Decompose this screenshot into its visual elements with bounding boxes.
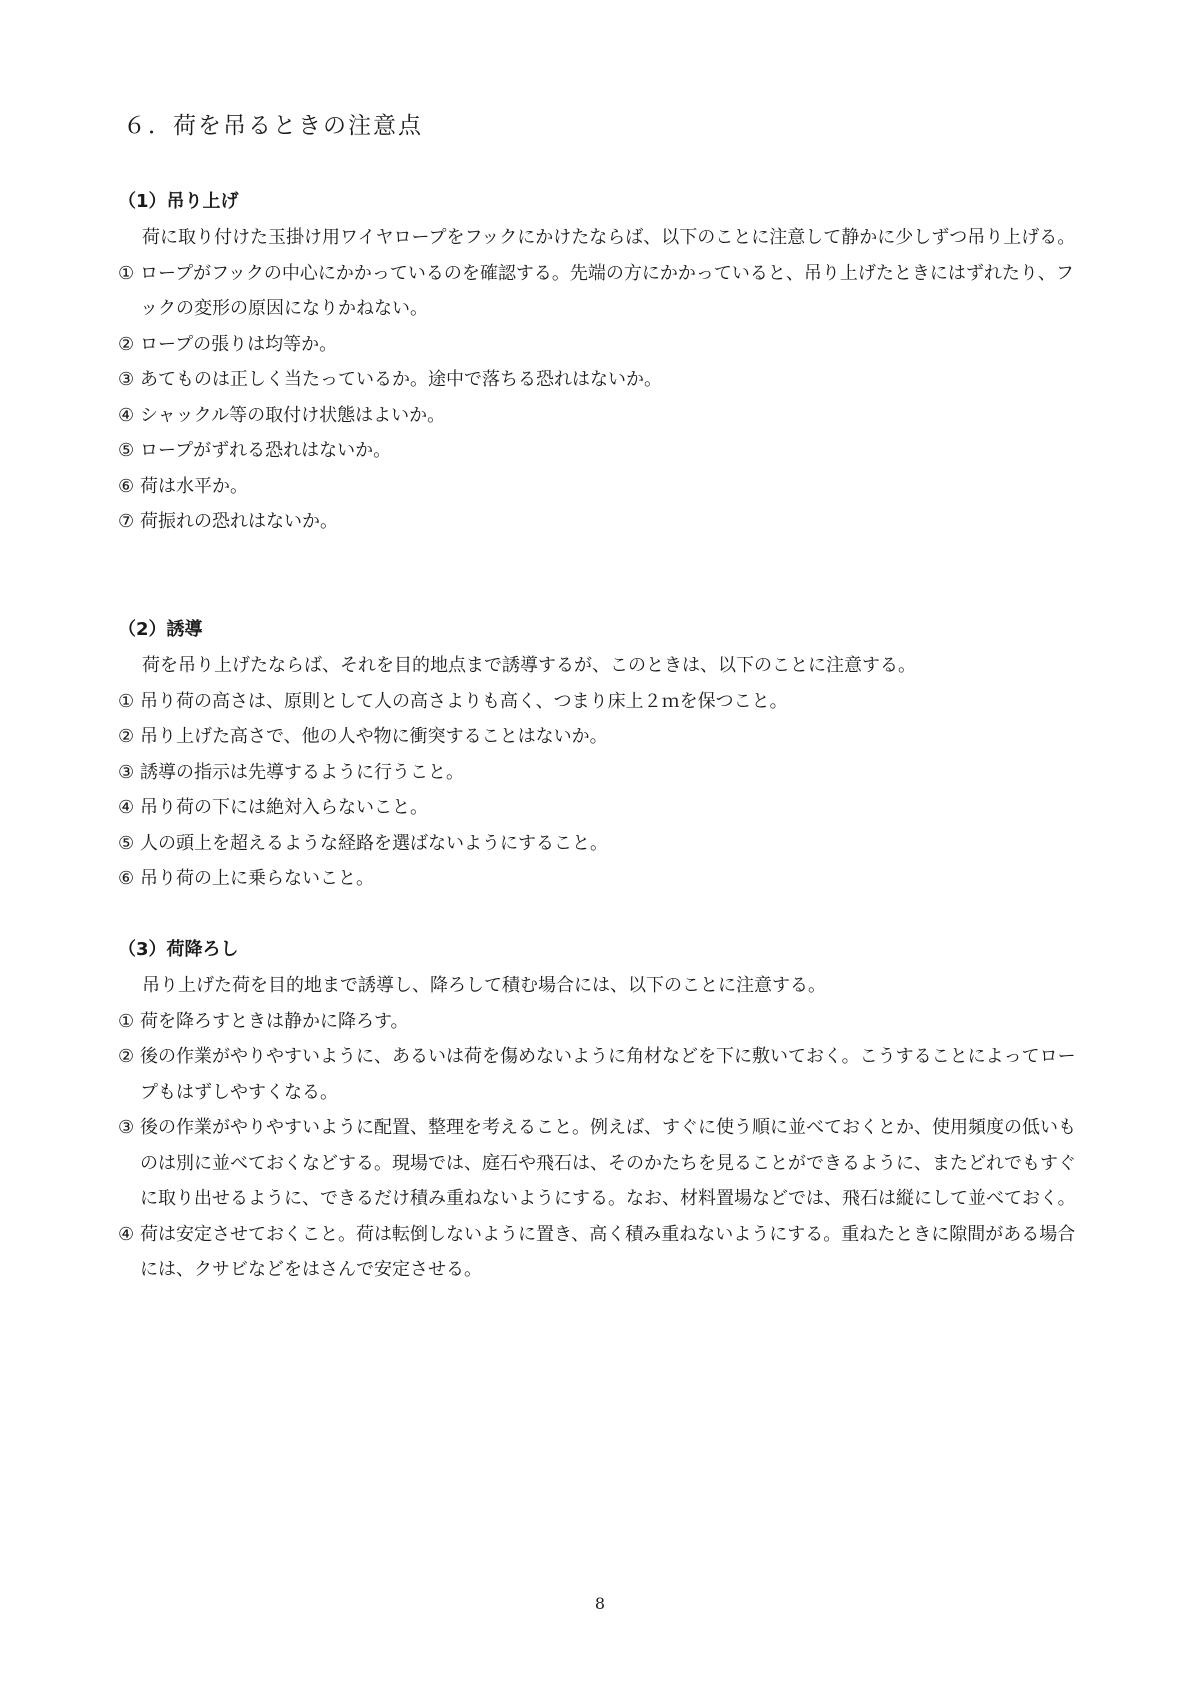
- list-item: [118, 433, 1088, 469]
- list-item: [118, 1217, 1088, 1288]
- item-number: ④: [118, 404, 135, 426]
- item-text: 吊り上げた高さで、他の人や物に衝突することはないか。: [140, 726, 608, 747]
- page-number: 8: [594, 1594, 606, 1613]
- list-item: [118, 719, 1088, 755]
- item-text: 後の作業がやりやすいように、あるいは荷を傷めないように角材などを下に敷いておく。こうすることによってロープもはずしやすくなる。: [140, 1046, 1076, 1103]
- item-text: ロープがフックの中心にかかっているのを確認する。先端の方にかかっていると、吊り上げたときにはずれたり、フックの変形の原因になりかねない。: [140, 262, 1074, 319]
- item-number: ④: [118, 797, 135, 818]
- item-number: ⑤: [118, 440, 135, 461]
- list-item: [118, 362, 1088, 398]
- item-number: ②: [118, 726, 135, 747]
- list-item: [118, 861, 1088, 897]
- section-heading: （2）誘導: [118, 619, 203, 640]
- checklist: [118, 256, 1088, 540]
- section-guiding: [118, 612, 1088, 897]
- item-text: 後の作業がやりやすいように配置、整理を考えること。例えば、すぐに使う順に並べておくとか、使用頻度の低いものは別に並べておくなどする。現場では、庭石や飛石は、そのかたちを見ることができるように、またどれでもすぐに取り出せるように、できるだけ積み重ねないようにする。なお、材料置場などでは、飛石は縦にして並べておく。: [140, 1117, 1076, 1209]
- list-item: [118, 826, 1088, 862]
- section-intro: 吊り上げた荷を目的地まで誘導し、降ろして積む場合には、以下のことに注意する。: [142, 975, 826, 996]
- item-number: ⑤: [118, 832, 135, 854]
- item-number: ④: [118, 1223, 135, 1245]
- section-heading: （3）荷降ろし: [118, 939, 239, 960]
- item-number: ⑥: [118, 475, 135, 497]
- list-item: [118, 256, 1088, 327]
- item-text: あてものは正しく当たっているか。途中で落ちる恐れはないか。: [140, 369, 662, 390]
- section-heading: （1）吊り上げ: [118, 191, 239, 212]
- section-lifting: [118, 184, 1088, 540]
- section-unloading: [118, 932, 1088, 1288]
- item-number: ③: [118, 1117, 135, 1138]
- item-text: 吊り荷の下には絶対入らないこと。: [140, 797, 428, 818]
- list-item: [118, 1110, 1088, 1217]
- item-text: 荷は安定させておくこと。荷は転倒しないように置き、高く積み重ねないようにする。重ねたときに隙間がある場合には、クサビなどをはさんで安定させる。: [140, 1223, 1076, 1280]
- item-text: 吊り荷の高さは、原則として人の高さよりも高く、つまり床上２ｍを保つこと。: [140, 690, 788, 712]
- item-text: 荷は水平か。: [140, 475, 248, 497]
- page-title: ６．荷を吊るときの注意点: [123, 113, 423, 139]
- item-number: ③: [118, 761, 135, 783]
- item-text: 荷振れの恐れはないか。: [140, 511, 338, 532]
- item-number: ⑦: [118, 511, 135, 532]
- checklist: [118, 684, 1088, 897]
- list-item: [118, 327, 1088, 363]
- item-number: ③: [118, 369, 135, 390]
- item-number: ②: [118, 1046, 135, 1067]
- item-number: ①: [118, 262, 135, 284]
- item-number: ⑥: [118, 868, 135, 889]
- item-number: ①: [118, 1010, 135, 1032]
- list-item: [118, 469, 1088, 505]
- item-text: 吊り荷の上に乗らないこと。: [140, 868, 374, 889]
- list-item: [118, 684, 1088, 720]
- list-item: [118, 790, 1088, 826]
- list-item: [118, 1039, 1088, 1110]
- item-number: ②: [118, 333, 135, 355]
- section-intro: 荷を吊り上げたならば、それを目的地点まで誘導するが、このときは、以下のことに注意する。: [142, 655, 916, 676]
- checklist: [118, 1004, 1088, 1288]
- item-text: ロープの張りは均等か。: [140, 333, 338, 355]
- item-text: ロープがずれる恐れはないか。: [140, 440, 392, 461]
- list-item: [118, 398, 1088, 434]
- list-item: [118, 1004, 1088, 1040]
- section-intro: 荷に取り付けた玉掛け用ワイヤロープをフックにかけたならば、以下のことに注意して静かに少しずつ吊り上げる。: [142, 227, 1076, 248]
- item-text: 誘導の指示は先導するように行うこと。: [140, 761, 464, 783]
- item-text: シャックル等の取付け状態はよいか。: [140, 404, 446, 426]
- list-item: [118, 755, 1088, 791]
- list-item: [118, 504, 1088, 540]
- item-number: ①: [118, 690, 135, 712]
- item-text: 人の頭上を超えるような経路を選ばないようにすること。: [140, 832, 608, 854]
- item-text: 荷を降ろすときは静かに降ろす。: [140, 1010, 409, 1032]
